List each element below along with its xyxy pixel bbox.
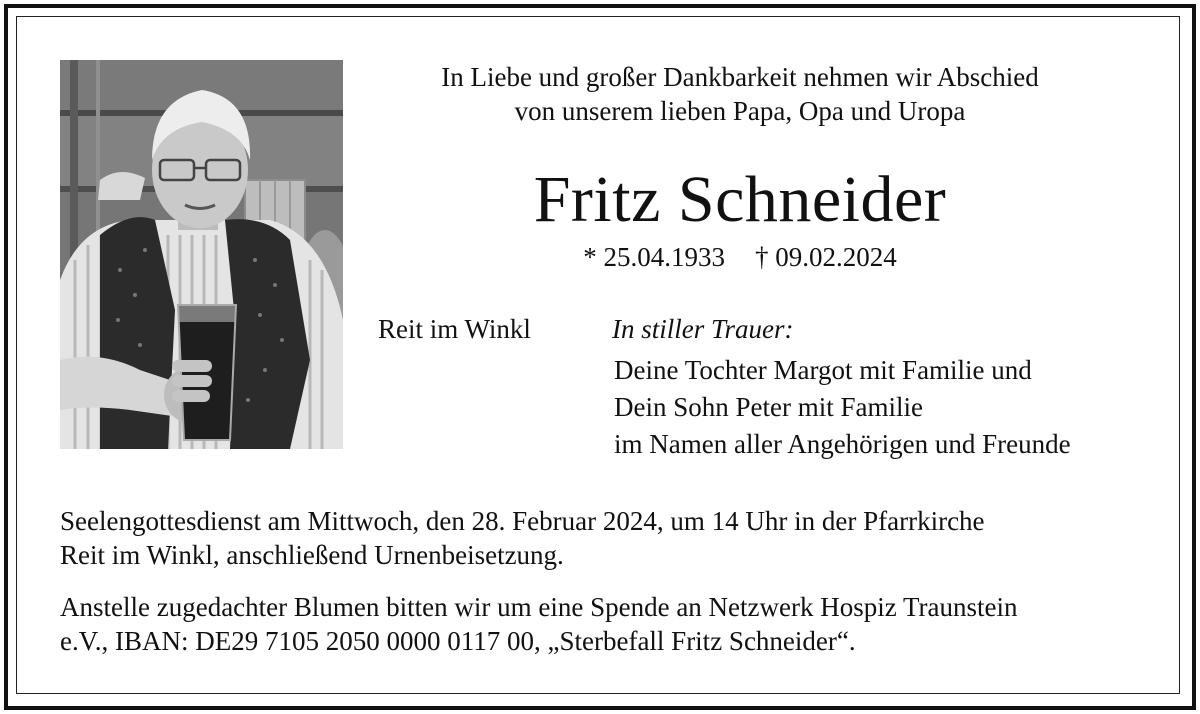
donation-line-1: Anstelle zugedachter Blumen bitten wir um eine Spende an Netzwerk Hospiz Traunstein	[60, 592, 1018, 622]
service-notice	[60, 504, 1150, 572]
service-line-2: Reit im Winkl, anschließend Urnenbeisetzung.	[60, 540, 564, 570]
mourners-list	[614, 352, 1071, 463]
intro-line-2: von unserem lieben Papa, Opa und Uropa	[514, 96, 966, 126]
mourner-line: im Namen aller Angehörigen und Freunde	[614, 429, 1071, 459]
deceased-name: Fritz Schneider	[533, 163, 947, 236]
birth-date: 25.04.1933	[603, 242, 725, 272]
donation-line-2: e.V., IBAN: DE29 7105 2050 0000 0117 00, „Sterbefall Fritz Schneider“.	[60, 626, 856, 656]
place-name: Reit im Winkl	[378, 314, 531, 344]
mourner-line: Dein Sohn Peter mit Familie	[614, 392, 923, 422]
death-date: 09.02.2024	[775, 242, 897, 272]
donation-notice	[60, 590, 1150, 658]
mourner-line: Deine Tochter Margot mit Familie und	[614, 355, 1032, 385]
mourning-heading: In stiller Trauer:	[612, 314, 794, 344]
portrait-photo	[60, 60, 343, 449]
death-cross-icon: †	[755, 242, 769, 272]
birth-symbol: *	[583, 242, 597, 272]
service-line-1: Seelengottesdienst am Mittwoch, den 28. Februar 2024, um 14 Uhr in der Pfarrkirche	[60, 506, 985, 536]
intro-line-1: In Liebe und großer Dankbarkeit nehmen wir Abschied	[441, 62, 1039, 92]
intro-text	[380, 60, 1100, 128]
life-dates	[380, 240, 1100, 274]
